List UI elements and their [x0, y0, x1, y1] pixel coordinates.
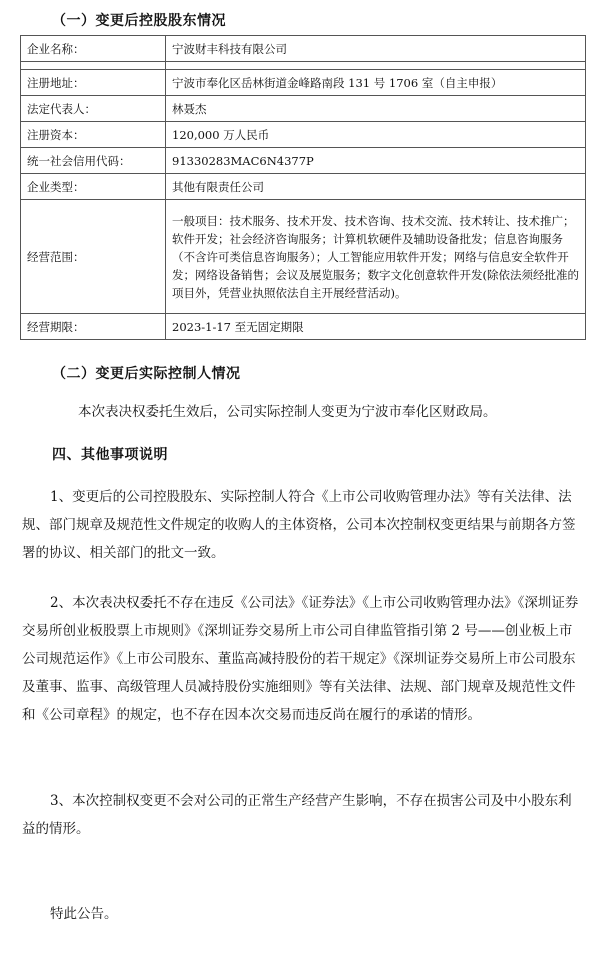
paragraph-1: 1、变更后的公司控股股东、实际控制人符合《上市公司收购管理办法》等有关法律、法规、部门规章及规范性文件规定的收购人的主体资格，公司本次控制权变更结果与前期各方签署的协议、相关部门的批文一致。	[22, 489, 576, 561]
table-row	[21, 96, 586, 122]
company-info-table	[20, 35, 586, 340]
row-value: 120,000 万人民币	[166, 122, 586, 148]
paragraph-2: 2、本次表决权委托不存在违反《公司法》《证券法》《上市公司收购管理办法》《深圳证券交易所创业板股票上市规则》《深圳证券交易所上市公司自律监管指引第 2 号——创业板上市公司规范运作》《上市公司股东、董监高减持股份的若干规定》《深圳证券交易所上市公司股东及董事、监事、高级管理人员减持股份实施细则》等有关法律、法规、部门规章及规范性文件和《公司章程》的规定，也不存在因本次交易而违反尚在履行的承诺的情形。	[22, 595, 579, 723]
row-value: 林聂杰	[166, 96, 586, 122]
row-value: 91330283MAC6N4377P	[166, 148, 586, 174]
row-value: 宁波财丰科技有限公司	[166, 36, 586, 62]
row-value: 2023-1-17 至无固定期限	[166, 314, 586, 340]
row-label: 经营期限：	[21, 314, 166, 340]
table-row	[21, 36, 586, 62]
row-label: 法定代表人：	[21, 96, 166, 122]
table-row	[21, 148, 586, 174]
row-value: 一般项目：技术服务、技术开发、技术咨询、技术交流、技术转让、技术推广；软件开发；社会经济咨询服务；计算机软硬件及辅助设备批发；信息咨询服务（不含许可类信息咨询服务）；人工智能应用软件开发；网络与信息安全软件开发；网络设备销售；会议及展览服务；数字文化创意软件开发(除依法须经批准的项目外，凭营业执照依法自主开展经营活动)。	[166, 200, 586, 314]
row-label: 企业名称：	[21, 36, 166, 62]
section4-title: 四、其他事项说明	[52, 447, 168, 463]
row-label: 注册资本：	[21, 122, 166, 148]
section2-paragraph: 本次表决权委托生效后，公司实际控制人变更为宁波市奉化区财政局。	[78, 404, 497, 420]
paragraph-3: 3、本次控制权变更不会对公司的正常生产经营产生影响，不存在损害公司及中小股东利益的情形。	[22, 793, 572, 837]
row-value: 宁波市奉化区岳林街道金峰路南段 131 号 1706 室（自主申报）	[166, 70, 586, 96]
table-row	[21, 70, 586, 96]
table-row	[21, 62, 586, 70]
section1-title: （一）变更后控股股东情况	[52, 13, 226, 29]
row-value: 其他有限责任公司	[166, 174, 586, 200]
row-label: 企业类型：	[21, 174, 166, 200]
table-row	[21, 122, 586, 148]
table-row	[21, 200, 586, 314]
closing-text: 特此公告。	[50, 906, 118, 922]
row-label: 经营范围：	[21, 200, 166, 314]
section2-title: （二）变更后实际控制人情况	[52, 366, 241, 382]
table-row	[21, 174, 586, 200]
row-label: 注册地址：	[21, 70, 166, 96]
table-row	[21, 314, 586, 340]
row-label: 统一社会信用代码：	[21, 148, 166, 174]
